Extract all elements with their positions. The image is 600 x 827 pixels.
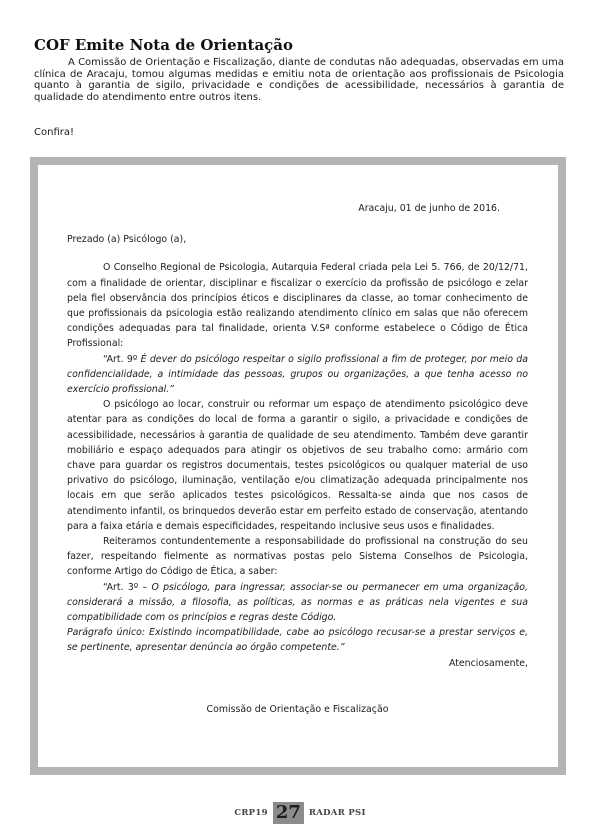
letter-paragraph-2: O psicólogo ao locar, construir ou reformar um espaço de atendimento psicológico deve atentar para as condições do local de forma a garantir o sigilo, a privacidade e condições de acessibilidade, necessários à garantia de qualidade de seu atendimento. Também deve garantir mobiliário e espaço adequados para atingir os objetivos de seu trabalho como: armário com chave para guardar os registros documentais, testes psicológicos ou qualquer material de uso privativo do psicólogo, iluminação, ventilação e/ou climatização adequada principalmente nos locais em que serão aplicados testes psicológicos. Ressalta-se ainda que nos casos de atendimento infantil, os brinquedos deverão estar em perfeito estado de conservação, atentando para a faixa etária e demais especificidades, respeitando inclusive seus usos e finalidades. [67, 399, 528, 532]
quote-art3-prefix: “Art. 3º – [103, 581, 152, 593]
quote-art3-text: O psicólogo, para ingressar, associar-se ou permanecer em uma organização, considerará a missão, a filosofia, as políticas, as normas e as práticas nela vigentes e sua compatibilidade com os princípios e regras deste Código. [67, 581, 528, 624]
letter-salutation: Prezado (a) Psicólogo (a), [67, 234, 187, 246]
letter-paragrafo-unico: Parágrafo único: Existindo incompatibilidade, cabe ao psicólogo recusar-se a prestar serviços e, se pertinente, apresentar denúncia ao órgão competente.” [67, 627, 528, 654]
article-intro: A Comissão de Orientação e Fiscalização, diante de condutas não adequadas, observadas em uma clínica de Aracaju, tomou algumas medidas e emitiu nota de orientação aos profissionais de Psicologia quanto à garantia de sigilo, privacidade e condições de acessibilidade, necessários à garantia de qualidade do atendimento entre outros itens. [34, 57, 564, 103]
quote-art9-prefix: “Art. 9º [103, 353, 141, 365]
page-number: 27 [273, 802, 304, 824]
page-footer [0, 799, 600, 827]
article-title: COF Emite Nota de Orientação [34, 36, 294, 54]
footer-publisher: CRP19 [234, 808, 268, 818]
letter-frame [30, 157, 566, 775]
letter-sign-off: Atenciosamente, [448, 657, 528, 669]
letter-paragraph-3: Reiteramos contundentemente a responsabilidade do profissional na construção do seu fazer, respeitando fielmente as normativas postas pelo Sistema Conselhos de Psicologia, conforme Artigo do Código de Ética, a saber: [67, 536, 528, 578]
letter-quote-art9 [67, 352, 528, 398]
confira-text: Confira! [34, 127, 74, 138]
letter-quote-art3 [67, 580, 528, 626]
letter-paper [38, 165, 558, 767]
footer-magazine: RADAR PSI [308, 808, 366, 818]
quote-art9-text: É dever do psicólogo respeitar o sigilo profissional a fim de proteger, por meio da confidencialidade, a intimidade das pessoas, grupos ou organizações, a que tenha acesso no exercício profissional.” [67, 353, 529, 396]
letter-date: Aracaju, 01 de junho de 2016. [358, 203, 500, 214]
letter-paragraph-1: O Conselho Regional de Psicologia, Autarquia Federal criada pela Lei 5. 766, de 20/12/71, com a finalidade de orientar, disciplinar e fiscalizar o exercício da profissão de psicólogo e zelar pela fiel observância dos princípios éticos e disciplinares da classe, ao tomar conhecimento de que profissionais da psicologia estão realizando atendimento clínico em salas que não oferecem condições adequadas para tal finalidade, orienta V.Sª conforme estabelece o Código de Ética Profissional: [67, 262, 528, 350]
letter-signature: Comissão de Orientação e Fiscalização [206, 703, 389, 715]
